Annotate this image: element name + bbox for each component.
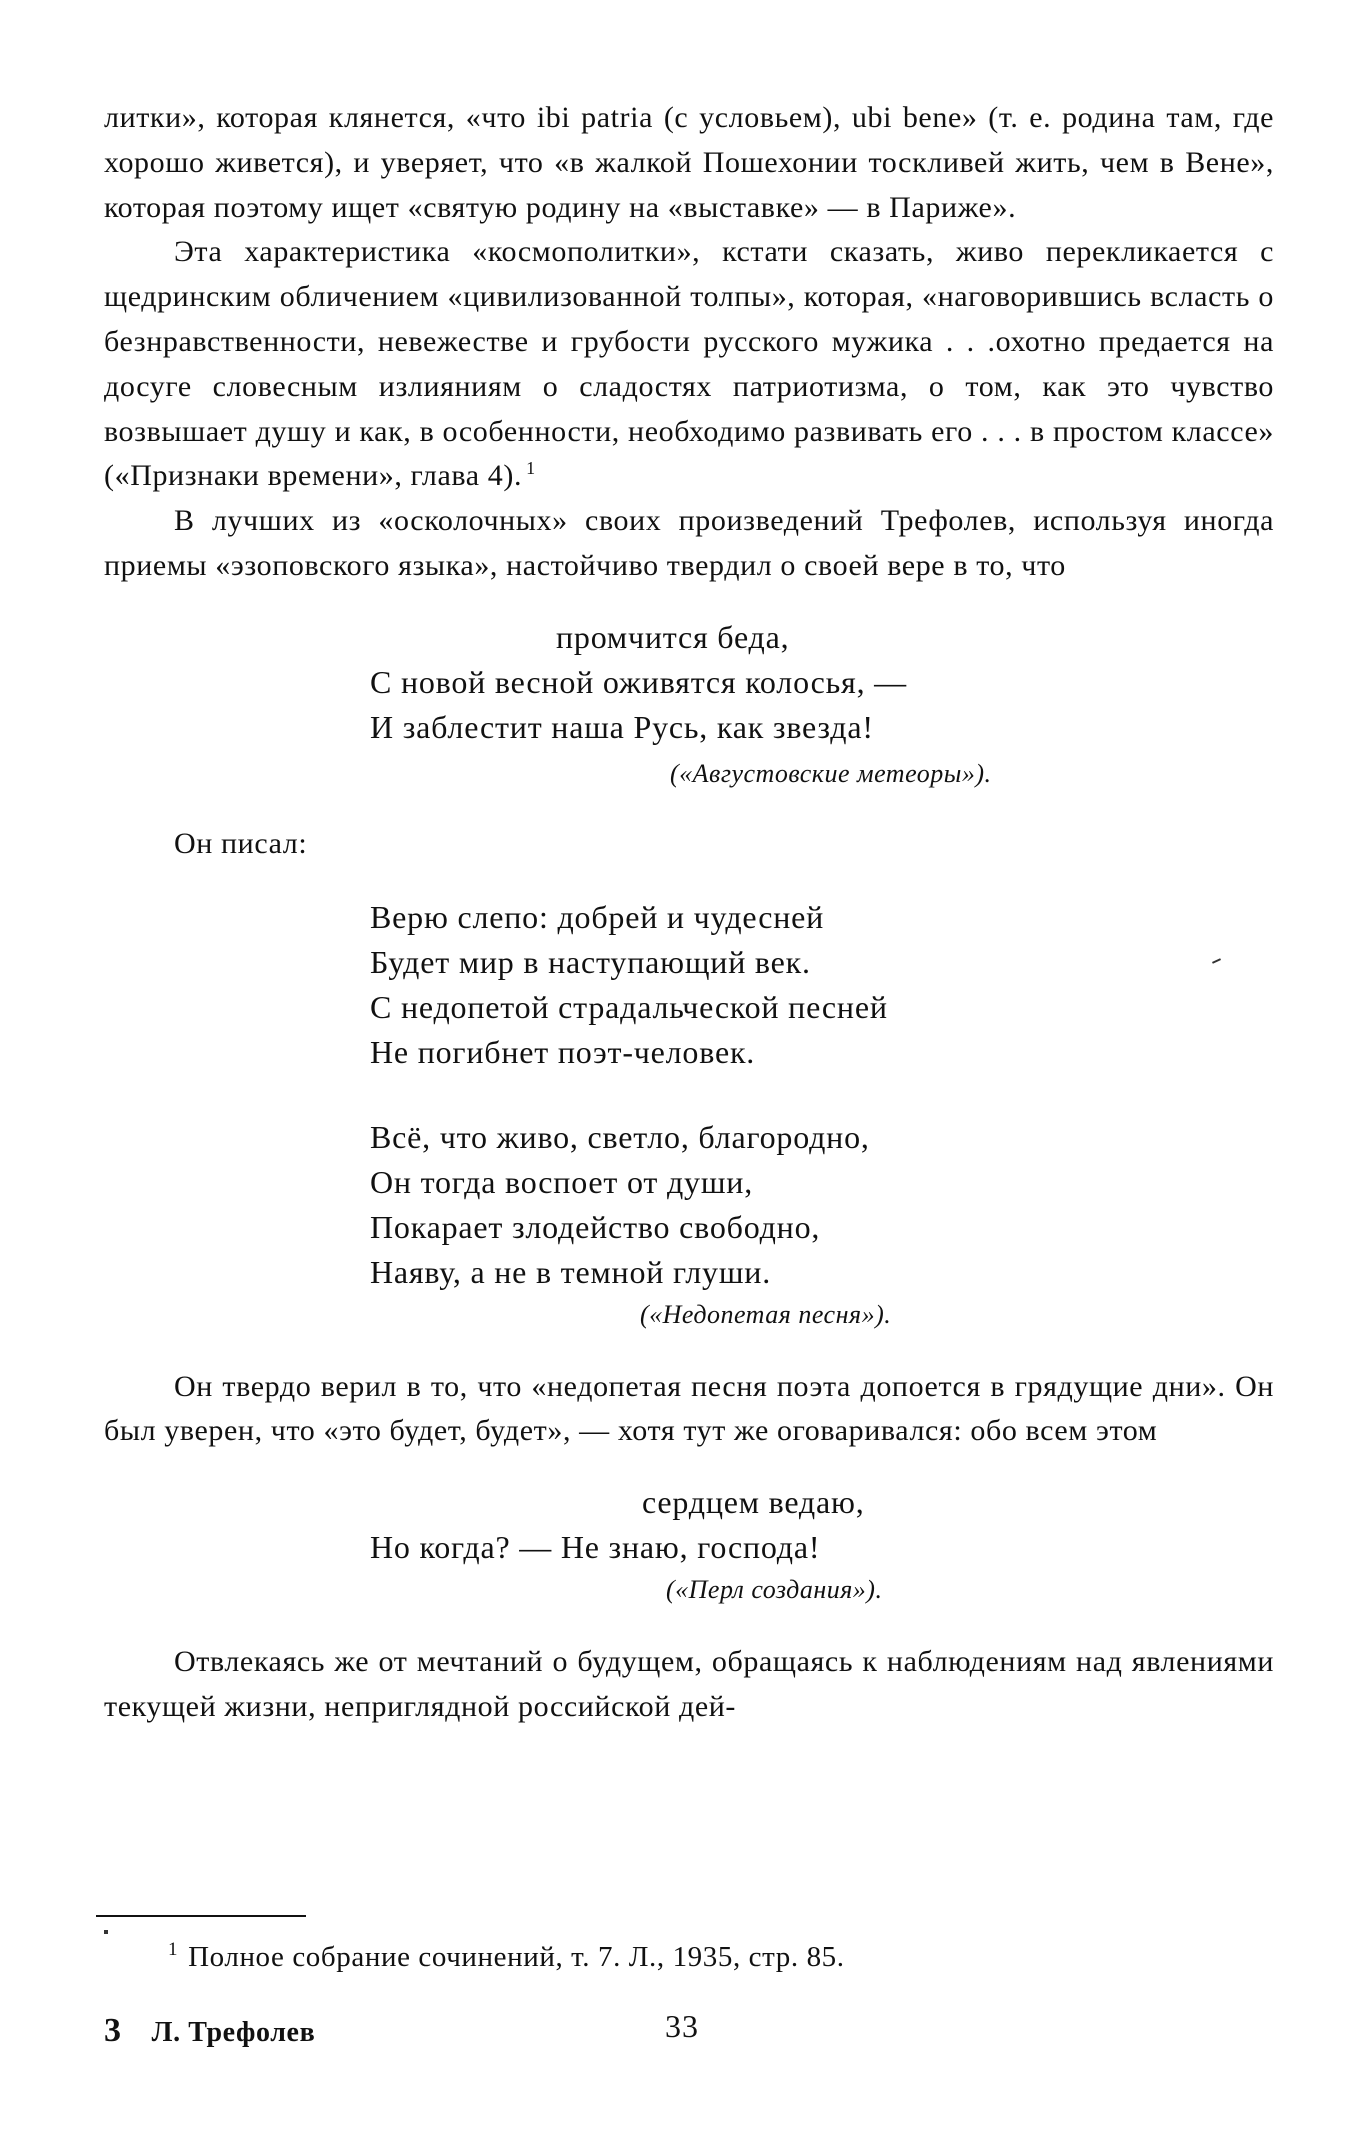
verse-line: Будет мир в наступающий век.: [370, 943, 811, 980]
paragraph-shchedrin-text: Эта характеристика «космополитки», кстати сказать, живо перекликается с щедринским обличением «цивилизованной толпы», которая, «наговорившись всласть о безнравственности, невежестве и грубости русского мужика . . .охотно предается на досуге словесным излияниям о сладостях патриотизма, о том, как это чувство возвышает душу и как, в особенности, необходимо развивать его . . . в простом классе» («Признаки времени», глава 4).: [104, 235, 1274, 493]
verse-pearl-of-creation: [370, 1480, 1274, 1610]
footnote-reference: 1: [526, 458, 536, 479]
verse-attribution: («Августовские метеоры»).: [670, 758, 992, 788]
verse-attribution: («Недопетая песня»).: [640, 1299, 892, 1329]
verse-line: Всё, что живо, светло, благородно,: [370, 1118, 870, 1155]
paragraph-cosmopolitan-intro: литки», которая клянется, «что ibi patria (с условьем), ubi bene» (т. е. родина там, где хорошо живется), и уверяет, что «в жалкой Пошехонии тоскливей жить, чем в Вене», которая поэтому ищет «святую родину на «выставке» — в Париже».: [104, 101, 1274, 224]
page-number: 33: [665, 2008, 699, 2044]
verse-line: Верю слепо: добрей и чудесней: [370, 898, 825, 935]
stanza-break: [370, 1075, 1274, 1115]
paragraph-shchedrin: [104, 230, 1274, 499]
verse-unsung-song: [370, 895, 1274, 1335]
signature-sheet-number: 3: [104, 2012, 122, 2049]
verse-line: Не погибнет поэт-человек.: [370, 1033, 756, 1070]
signature-label: Л. Трефолев: [151, 2017, 316, 2048]
printer-signature: [104, 2012, 315, 2050]
book-page: [104, 96, 1274, 1730]
paragraph-firm-belief: Он твердо верил в то, что «недопетая песня поэта допоется в грядущие дни». Он был уверен, что «это будет, будет», — хотя тут же оговаривался: обо всем этом: [104, 1369, 1274, 1448]
footnote-number: 1: [168, 1939, 179, 1961]
paragraph-oskolki: В лучших из «осколочных» своих произведений Трефолев, используя иногда приемы «эзоповского языка», настойчиво твердил о своей вере в то, что: [104, 504, 1274, 582]
verse-line: Он тогда воспоет от души,: [370, 1163, 754, 1200]
verse-august-meteors: [370, 615, 1274, 794]
verse-line: промчится беда,: [556, 618, 790, 655]
verse-line: С новой весной оживятся колосья, —: [370, 663, 907, 700]
footnote-text: Полное собрание сочинений, т. 7. Л., 1935, стр. 85.: [188, 1941, 845, 1973]
print-speck: [104, 1930, 108, 1934]
verse-line: С недопетой страдальческой песней: [370, 988, 888, 1025]
verse-line: Покарает злодейство свободно,: [370, 1208, 821, 1245]
paragraph-he-wrote: Он писал:: [174, 826, 308, 860]
footnote-divider: [96, 1915, 306, 1917]
verse-line: И заблестит наша Русь, как звезда!: [370, 708, 874, 745]
verse-attribution: («Перл создания»).: [666, 1575, 883, 1605]
footnote: [96, 1936, 1266, 1978]
paragraph-current-life: Отвлекаясь же от мечтаний о будущем, обращаясь к наблюдениям над явлениями текущей жизни, неприглядной российской дей-: [104, 1645, 1274, 1723]
verse-line: Но когда? — Не знаю, господа!: [370, 1529, 821, 1566]
verse-line: сердцем ведаю,: [642, 1484, 865, 1521]
verse-line: Наяву, а не в темной глуши.: [370, 1253, 772, 1290]
